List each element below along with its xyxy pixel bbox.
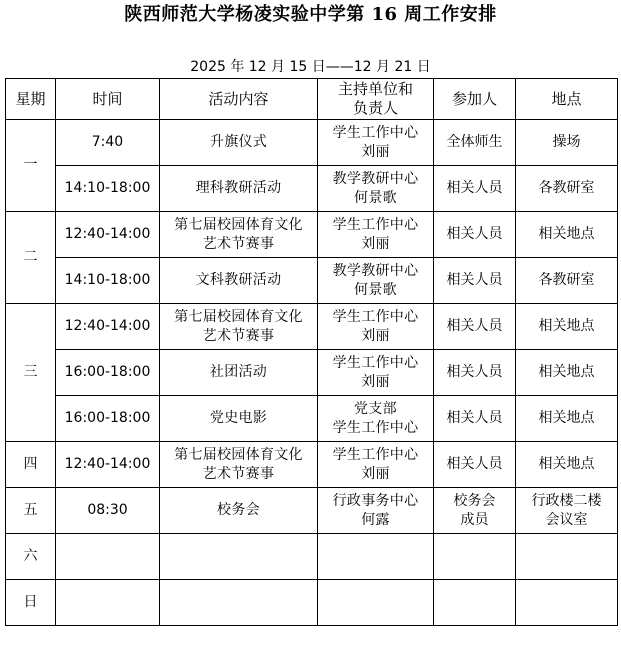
host-cell xyxy=(318,488,434,534)
cell-line: 刘丽 xyxy=(361,373,390,390)
col-header-activity: 活动内容 xyxy=(160,79,318,120)
day-cell: 六 xyxy=(6,534,56,580)
activity-cell xyxy=(160,442,318,488)
location-cell xyxy=(516,304,618,350)
activity-cell xyxy=(160,120,318,166)
cell-line: 何景歌 xyxy=(354,281,397,298)
activity-cell xyxy=(160,166,318,212)
day-cell: 日 xyxy=(6,580,56,626)
cell-line: 相关人员 xyxy=(446,410,503,426)
cell-line: 相关地点 xyxy=(538,456,595,472)
time-cell xyxy=(56,534,160,580)
location-cell xyxy=(516,580,618,626)
cell-line: 第七届校园体育文化 xyxy=(174,308,303,325)
time-cell xyxy=(56,580,160,626)
time-cell: 14:10-18:00 xyxy=(56,166,160,212)
cell-line: 党史电影 xyxy=(209,410,268,426)
table-row xyxy=(6,534,618,580)
location-cell xyxy=(516,488,618,534)
host-cell xyxy=(318,166,434,212)
activity-cell xyxy=(160,580,318,626)
table-row xyxy=(6,120,618,166)
time-cell: 08:30 xyxy=(56,488,160,534)
location-cell xyxy=(516,212,618,258)
table-row xyxy=(6,166,618,212)
cell-line: 学生工作中心 xyxy=(332,124,419,141)
cell-line: 艺术节赛事 xyxy=(202,235,275,252)
cell-line: 全体师生 xyxy=(446,134,503,150)
participants-cell xyxy=(434,120,516,166)
cell-line: 学生工作中心 xyxy=(332,446,419,463)
table-row xyxy=(6,580,618,626)
cell-line: 社团活动 xyxy=(209,364,268,380)
cell-line: 相关人员 xyxy=(446,456,503,472)
day-cell: 三 xyxy=(6,304,56,442)
participants-cell xyxy=(434,212,516,258)
host-cell xyxy=(318,534,434,580)
cell-line: 相关地点 xyxy=(538,226,595,242)
table-row xyxy=(6,304,618,350)
cell-line: 相关人员 xyxy=(446,226,503,242)
cell-line: 校务会 xyxy=(453,492,496,509)
location-cell xyxy=(516,350,618,396)
table-row xyxy=(6,350,618,396)
cell-line: 第七届校园体育文化 xyxy=(174,216,303,233)
cell-line: 升旗仪式 xyxy=(209,134,268,150)
col-header-host-line2: 负责人 xyxy=(352,99,398,117)
cell-line: 刘丽 xyxy=(361,235,390,252)
cell-line: 会议室 xyxy=(545,511,588,528)
table-row xyxy=(6,396,618,442)
host-cell xyxy=(318,120,434,166)
location-cell xyxy=(516,442,618,488)
cell-line: 教学教研中心 xyxy=(332,170,419,187)
cell-line: 相关地点 xyxy=(538,318,595,334)
cell-line: 相关人员 xyxy=(446,364,503,380)
cell-line: 相关人员 xyxy=(446,180,503,196)
cell-line: 相关地点 xyxy=(538,364,595,380)
location-cell xyxy=(516,166,618,212)
cell-line: 何景歌 xyxy=(354,189,397,206)
day-cell: 二 xyxy=(6,212,56,304)
col-header-time: 时间 xyxy=(56,79,160,120)
cell-line: 理科教研活动 xyxy=(195,180,282,196)
col-header-location: 地点 xyxy=(516,79,618,120)
host-cell xyxy=(318,212,434,258)
cell-line: 刘丽 xyxy=(361,143,390,160)
cell-line: 学生工作中心 xyxy=(332,308,419,325)
cell-line: 相关地点 xyxy=(538,410,595,426)
host-cell xyxy=(318,396,434,442)
day-cell: 五 xyxy=(6,488,56,534)
cell-line: 各教研室 xyxy=(538,272,595,288)
location-cell xyxy=(516,258,618,304)
host-cell xyxy=(318,258,434,304)
participants-cell xyxy=(434,350,516,396)
time-cell: 12:40-14:00 xyxy=(56,304,160,350)
table-row xyxy=(6,442,618,488)
cell-line: 学生工作中心 xyxy=(332,419,419,436)
cell-line: 文科教研活动 xyxy=(195,272,282,288)
col-header-participants: 参加人 xyxy=(434,79,516,120)
cell-line: 何露 xyxy=(361,511,390,528)
cell-line: 相关人员 xyxy=(446,272,503,288)
cell-line: 党支部 xyxy=(354,400,397,417)
table-body xyxy=(6,120,618,626)
host-cell xyxy=(318,350,434,396)
table-row xyxy=(6,488,618,534)
col-header-day: 星期 xyxy=(6,79,56,120)
participants-cell xyxy=(434,580,516,626)
host-cell xyxy=(318,580,434,626)
table-header-row xyxy=(6,79,618,120)
host-cell xyxy=(318,304,434,350)
cell-line: 学生工作中心 xyxy=(332,354,419,371)
activity-cell xyxy=(160,212,318,258)
cell-line: 操场 xyxy=(552,134,581,150)
cell-line: 刘丽 xyxy=(361,327,390,344)
cell-line: 第七届校园体育文化 xyxy=(174,446,303,463)
participants-cell xyxy=(434,396,516,442)
cell-line: 教学教研中心 xyxy=(332,262,419,279)
col-header-host xyxy=(318,79,434,120)
page-title: 陕西师范大学杨凌实验中学第 16 周工作安排 xyxy=(124,4,497,25)
cell-line: 艺术节赛事 xyxy=(202,465,275,482)
cell-line: 各教研室 xyxy=(538,180,595,196)
participants-cell xyxy=(434,258,516,304)
date-range: 2025 年 12 月 15 日——12 月 21 日 xyxy=(190,59,431,75)
time-cell: 16:00-18:00 xyxy=(56,350,160,396)
location-cell xyxy=(516,396,618,442)
schedule-table xyxy=(5,78,618,626)
participants-cell xyxy=(434,488,516,534)
time-cell: 7:40 xyxy=(56,120,160,166)
activity-cell xyxy=(160,258,318,304)
participants-cell xyxy=(434,304,516,350)
day-cell: 一 xyxy=(6,120,56,212)
activity-cell xyxy=(160,304,318,350)
time-cell: 14:10-18:00 xyxy=(56,258,160,304)
location-cell xyxy=(516,120,618,166)
activity-cell xyxy=(160,534,318,580)
cell-line: 行政事务中心 xyxy=(332,492,419,509)
day-cell: 四 xyxy=(6,442,56,488)
cell-line: 成员 xyxy=(460,511,489,528)
activity-cell xyxy=(160,396,318,442)
col-header-host-line1: 主持单位和 xyxy=(337,80,413,98)
participants-cell xyxy=(434,442,516,488)
time-cell: 12:40-14:00 xyxy=(56,212,160,258)
time-cell: 16:00-18:00 xyxy=(56,396,160,442)
host-cell xyxy=(318,442,434,488)
cell-line: 学生工作中心 xyxy=(332,216,419,233)
cell-line: 校务会 xyxy=(217,502,260,518)
location-cell xyxy=(516,534,618,580)
activity-cell xyxy=(160,350,318,396)
cell-line: 艺术节赛事 xyxy=(202,327,275,344)
participants-cell xyxy=(434,166,516,212)
cell-line: 刘丽 xyxy=(361,465,390,482)
time-cell: 12:40-14:00 xyxy=(56,442,160,488)
cell-line: 相关人员 xyxy=(446,318,503,334)
table-row xyxy=(6,258,618,304)
participants-cell xyxy=(434,534,516,580)
table-row xyxy=(6,212,618,258)
cell-line: 行政楼二楼 xyxy=(531,492,602,509)
activity-cell xyxy=(160,488,318,534)
